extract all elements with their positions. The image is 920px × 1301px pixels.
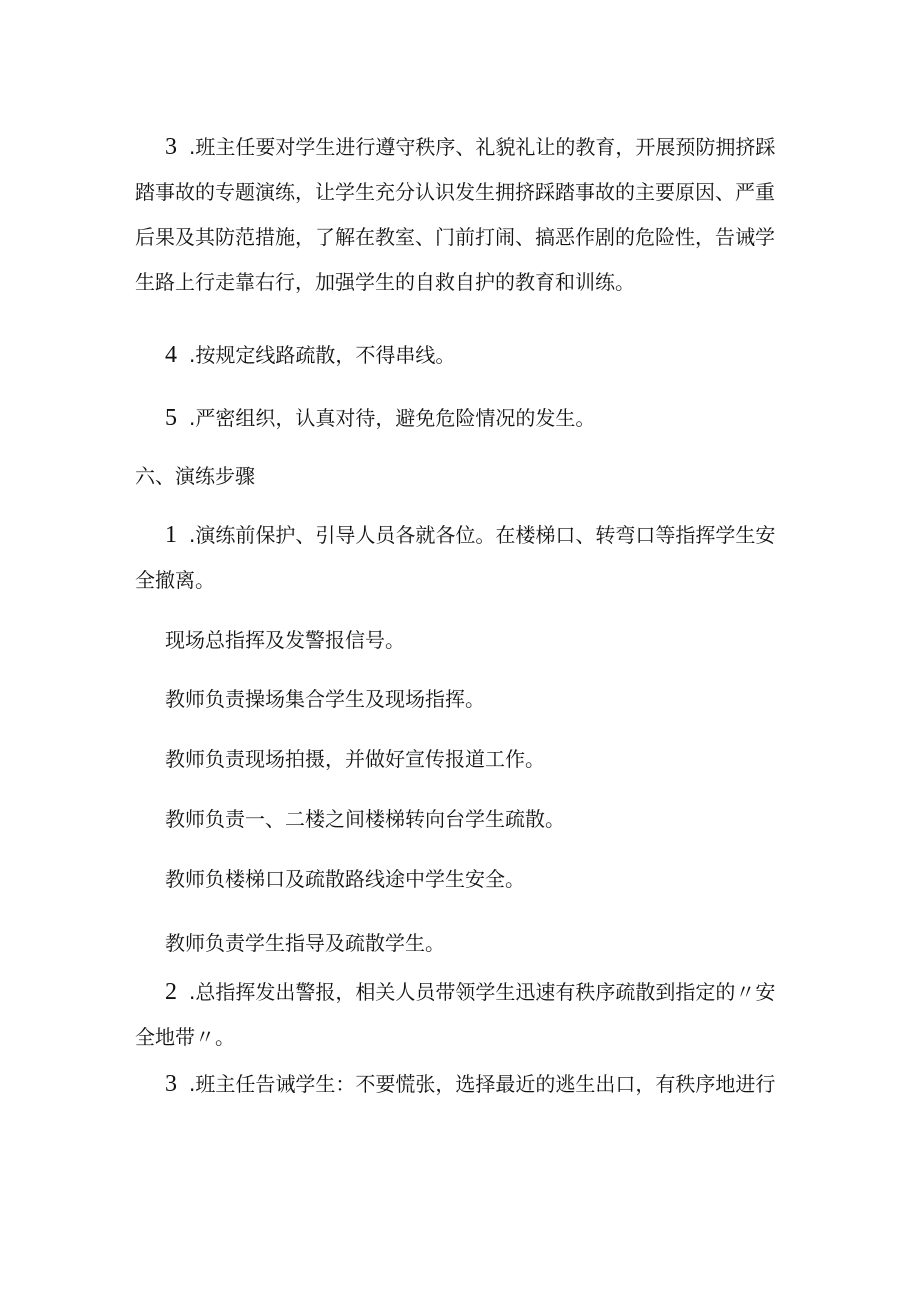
paragraph-text: .演练前保护、引导人员各就各位。在楼梯口、转弯口等指挥学生安全撤离。 [135,523,776,592]
role-line: 教师负责现场拍摄，并做好宣传报道工作。 [165,747,545,771]
role-line: 教师负责学生指导及疏散学生。 [165,931,445,955]
paragraph-text: .班主任要对学生进行遵守秩序、礼貌礼让的教育，开展预防拥挤踩踏事故的专题演练，让学生充分认识发生拥挤踩踏事故的主要原因、严重后果及其防范措施，了解在教室、门前打闹、搞恶作剧的危险性，告诫学生路上行走靠右行，加强学生的自救自护的教育和训练。 [135,135,776,294]
role-line: 现场总指挥及发警报信号。 [165,628,405,652]
paragraph-text: .严密组织，认真对待，避免危险情况的发生。 [189,406,596,430]
item-number: 2 [165,979,177,1005]
item-number: 4 [165,342,177,368]
item-number: 3 [165,1071,177,1097]
paragraph-item-4 [135,333,787,378]
section-heading: 六、演练步骤 [135,464,255,488]
step-item-2 [135,970,787,1060]
item-number: 5 [165,405,177,431]
step-item-3 [135,1062,787,1107]
paragraph-item-3 [135,125,787,305]
item-number: 3 [165,134,177,160]
paragraph-text: .班主任告诫学生：不要慌张，选择最近的逃生出口，有秩序地进行 [189,1072,776,1096]
step-item-1 [135,513,787,603]
paragraph-text: .总指挥发出警报，相关人员带领学生迅速有秩序疏散到指定的〃安全地带〃。 [135,980,776,1049]
role-line: 教师负楼梯口及疏散路线途中学生安全。 [165,867,525,891]
paragraph-text: .按规定线路疏散，不得串线。 [189,343,456,367]
role-line: 教师负责操场集合学生及现场指挥。 [165,687,485,711]
paragraph-item-5 [135,396,787,441]
role-line: 教师负责一、二楼之间楼梯转向台学生疏散。 [165,807,565,831]
item-number: 1 [165,522,177,548]
